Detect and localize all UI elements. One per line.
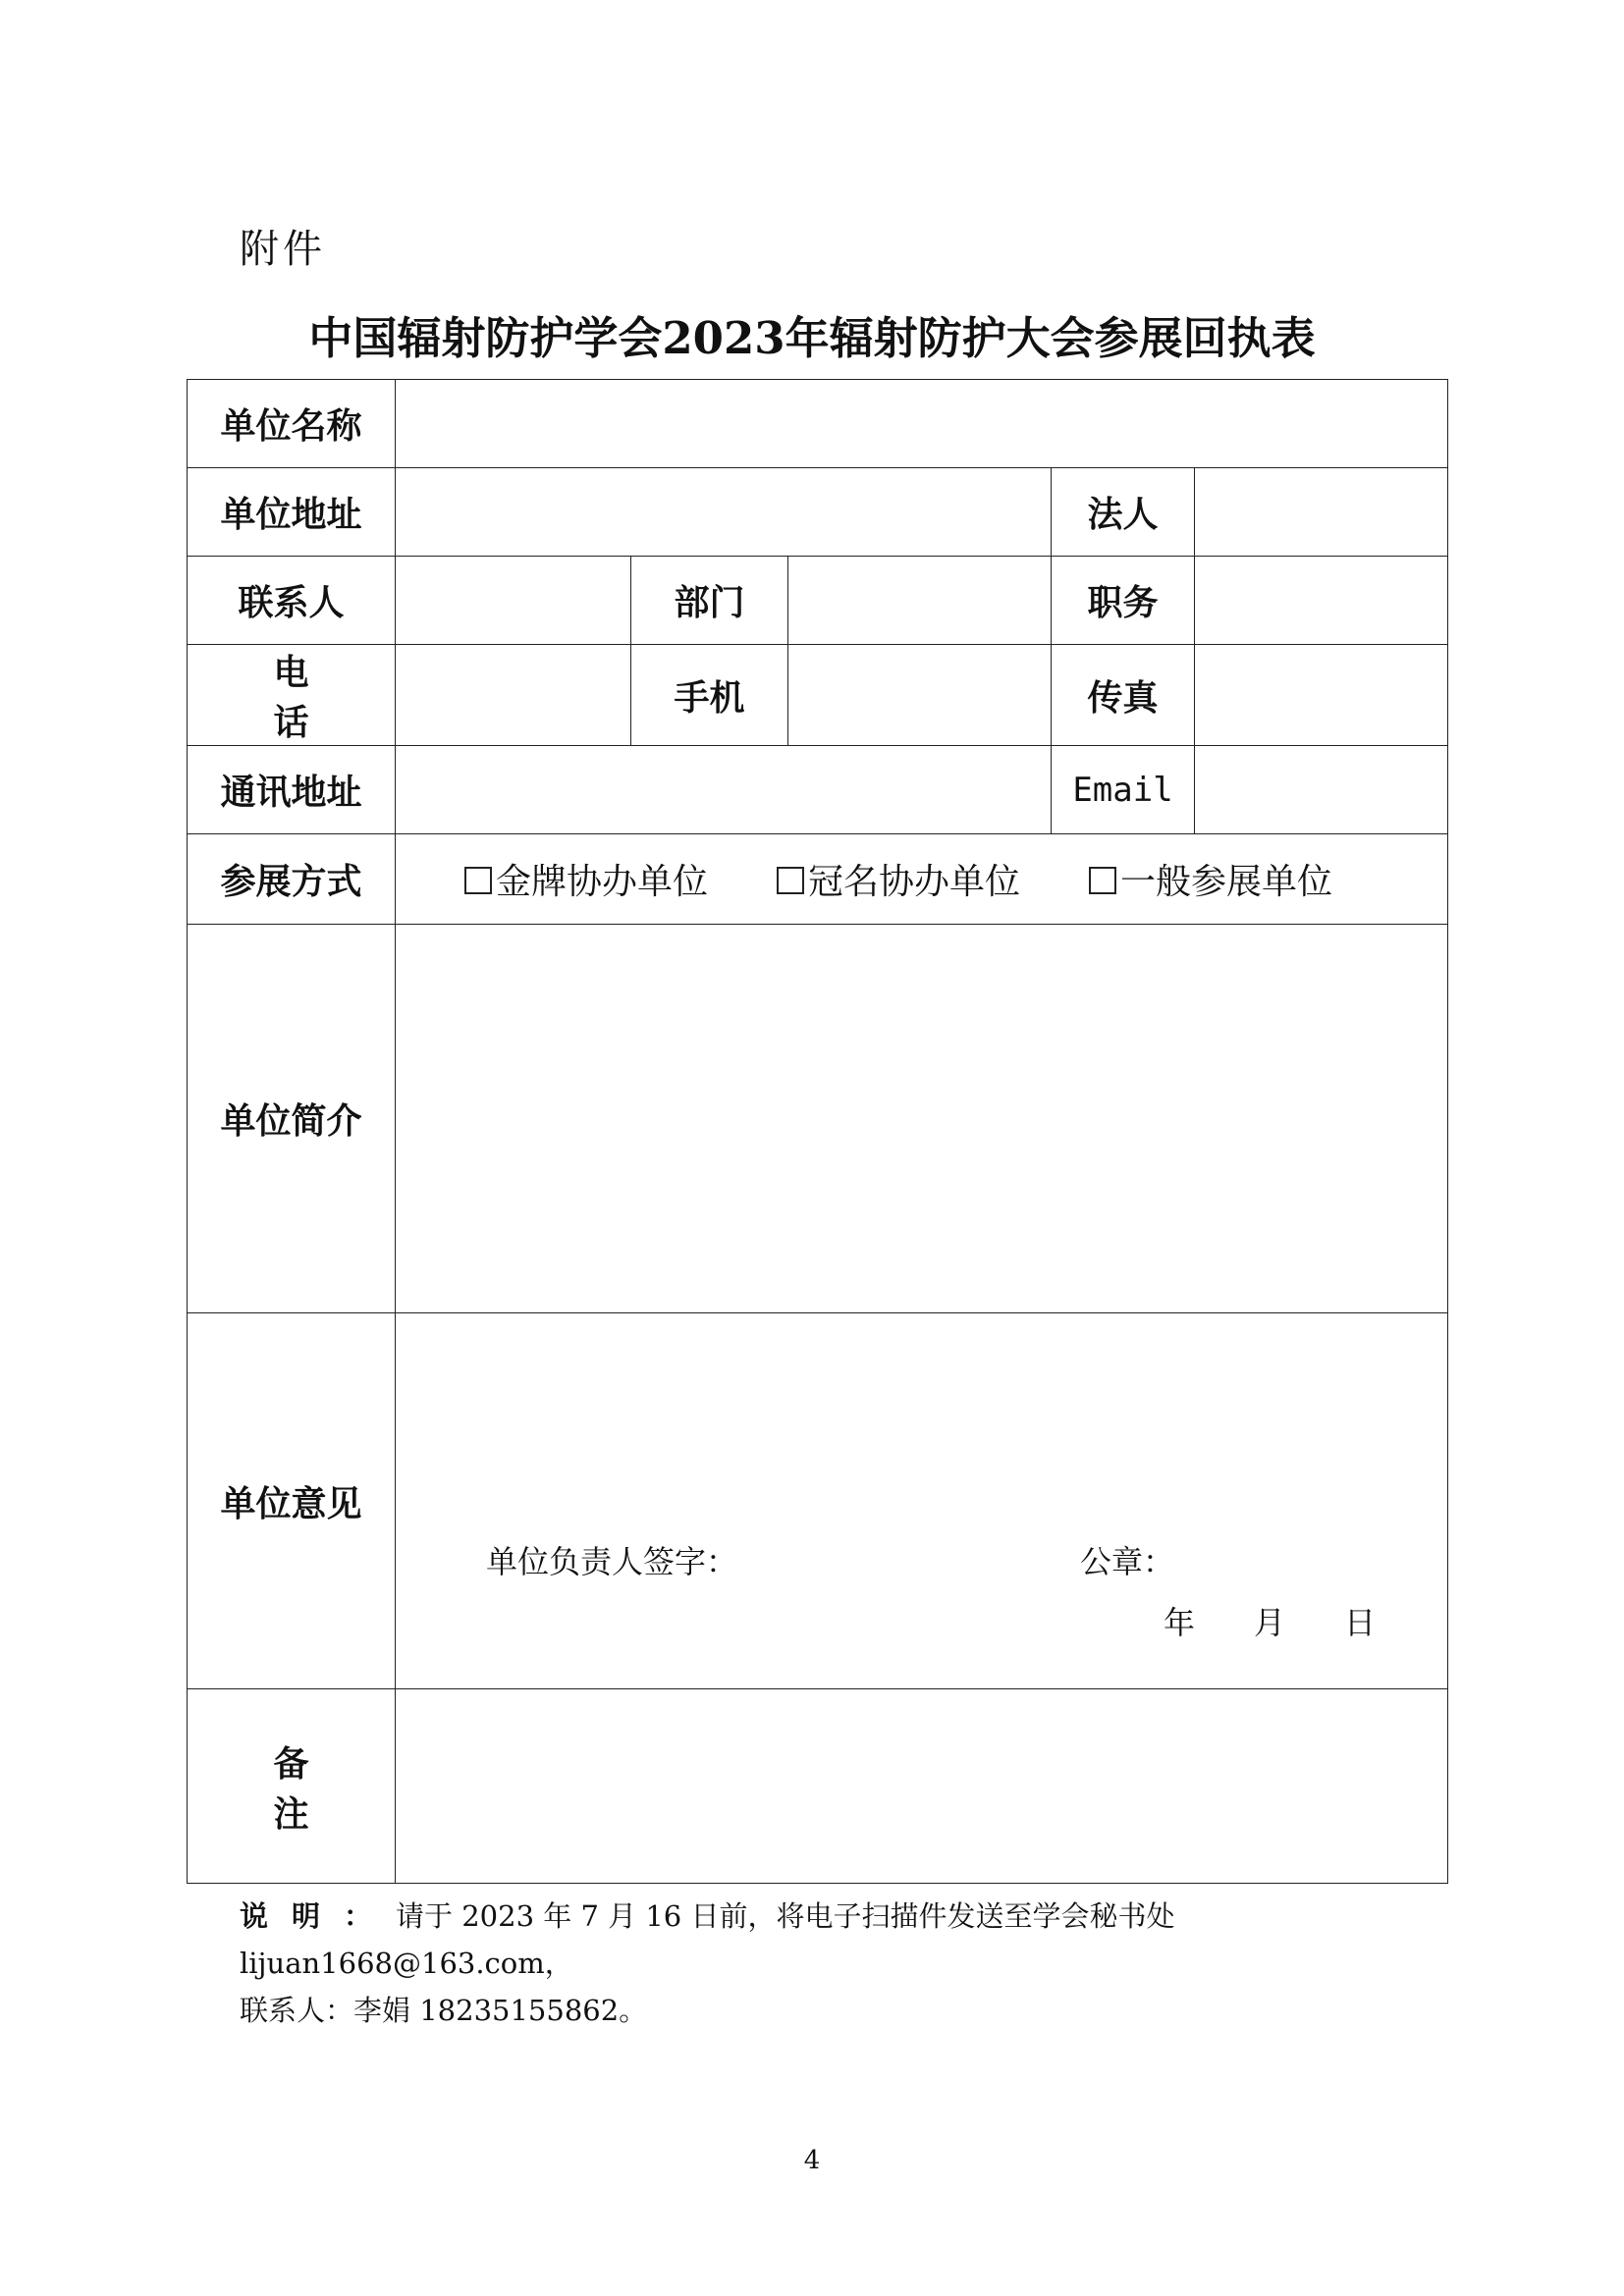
unit-address-field[interactable] bbox=[396, 468, 1052, 557]
month-label: 月 bbox=[1254, 1604, 1286, 1641]
option-general-exhibitor[interactable]: 一般参展单位 bbox=[1089, 854, 1332, 904]
year-label: 年 bbox=[1164, 1604, 1196, 1641]
remarks-label: 备注 bbox=[188, 1689, 396, 1884]
email-label: Email bbox=[1052, 746, 1195, 834]
phone-field[interactable] bbox=[396, 645, 631, 746]
attachment-label: 附件 bbox=[240, 227, 326, 272]
option-gold-cosponsor[interactable]: 金牌协办单位 bbox=[464, 854, 708, 904]
legal-person-field[interactable] bbox=[1195, 468, 1448, 557]
option-title-cosponsor[interactable]: 冠名协办单位 bbox=[777, 854, 1020, 904]
signature-label: 单位负责人签字： bbox=[486, 1543, 738, 1580]
mobile-label: 手机 bbox=[631, 645, 788, 746]
position-field[interactable] bbox=[1195, 557, 1448, 645]
unit-name-label: 单位名称 bbox=[188, 380, 396, 468]
note-contact: 联系人：李娟 18235155862。 bbox=[240, 1994, 648, 2027]
registration-form bbox=[187, 379, 1448, 1884]
department-field[interactable] bbox=[788, 557, 1052, 645]
remarks-field[interactable] bbox=[396, 1689, 1448, 1884]
phone-label: 电话 bbox=[188, 645, 396, 746]
day-label: 日 bbox=[1344, 1604, 1377, 1641]
intro-label: 单位简介 bbox=[188, 925, 396, 1313]
fax-field[interactable] bbox=[1195, 645, 1448, 746]
department-label: 部门 bbox=[631, 557, 788, 645]
checkbox-icon[interactable] bbox=[777, 867, 804, 894]
seal-label: 公章： bbox=[1080, 1543, 1175, 1580]
instructions-note bbox=[240, 1893, 1457, 2034]
exhibit-mode-options bbox=[396, 834, 1448, 925]
mobile-field[interactable] bbox=[788, 645, 1052, 746]
mail-address-label: 通讯地址 bbox=[188, 746, 396, 834]
intro-field[interactable] bbox=[396, 925, 1448, 1313]
unit-name-field[interactable] bbox=[396, 380, 1448, 468]
unit-address-label: 单位地址 bbox=[188, 468, 396, 557]
form-title: 中国辐射防护学会2023年辐射防护大会参展回执表 bbox=[308, 312, 1316, 364]
position-label: 职务 bbox=[1052, 557, 1195, 645]
checkbox-icon[interactable] bbox=[464, 867, 492, 894]
page-number: 4 bbox=[803, 2146, 821, 2175]
legal-person-label: 法人 bbox=[1052, 468, 1195, 557]
opinion-field[interactable] bbox=[396, 1313, 1448, 1689]
contact-label: 联系人 bbox=[188, 557, 396, 645]
email-field[interactable] bbox=[1195, 746, 1448, 834]
note-label: 说明： bbox=[240, 1899, 397, 1933]
date-line bbox=[1164, 1598, 1376, 1643]
checkbox-icon[interactable] bbox=[1089, 867, 1116, 894]
exhibit-mode-label: 参展方式 bbox=[188, 834, 396, 925]
contact-field[interactable] bbox=[396, 557, 631, 645]
opinion-label: 单位意见 bbox=[188, 1313, 396, 1689]
mail-address-field[interactable] bbox=[396, 746, 1052, 834]
note-text: 请于 2023 年 7 月 16 日前，将电子扫描件发送至学会秘书处 lijuan1668@163.com， bbox=[240, 1899, 1175, 1980]
fax-label: 传真 bbox=[1052, 645, 1195, 746]
